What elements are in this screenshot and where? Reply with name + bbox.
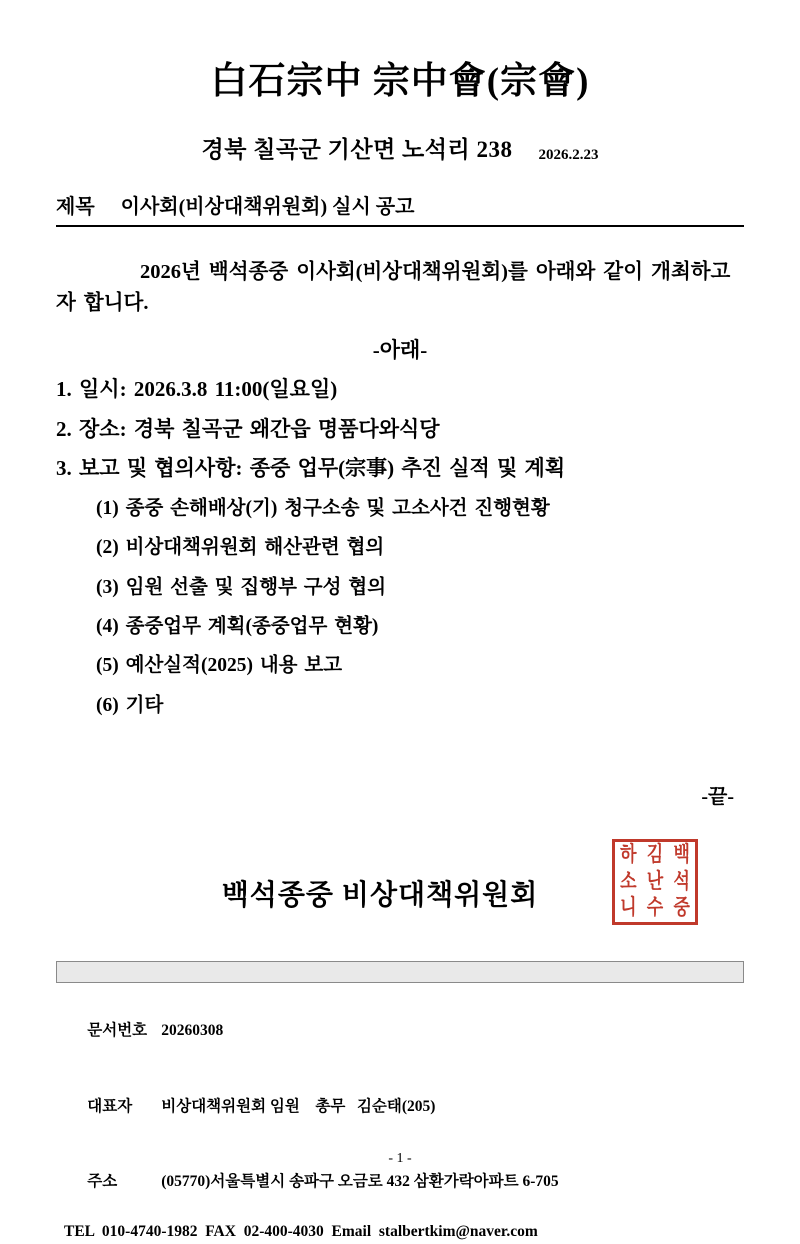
- seal-char: 소: [620, 869, 637, 895]
- page-number: - 1 -: [388, 1151, 412, 1166]
- footer-contact: TEL 010-4740-1982 FAX 02-400-4030 Email stalbertkim@naver.com: [64, 1223, 538, 1241]
- subject-label: 제목: [56, 195, 95, 218]
- seal-char: 니: [620, 895, 637, 921]
- seal-char: 난: [646, 869, 664, 895]
- footer-representative-label: 대표자: [87, 1097, 133, 1115]
- organization-address: 경북 칠곡군 기산면 노석리 238: [201, 136, 513, 162]
- official-seal-icon: [612, 839, 698, 925]
- footer-representative-value: 비상대책위원회 임원 총무 김순태(205): [161, 1097, 436, 1115]
- footer-address-label: 주소: [87, 1172, 118, 1190]
- subject-text: 이사회(비상대책위원회) 실시 공고: [120, 195, 415, 218]
- seal-char: 김: [646, 842, 664, 868]
- agenda-subitem: (3) 임원 선출 및 집행부 구성 협의: [96, 576, 387, 598]
- document-page: [0, 61, 800, 1241]
- footer-representative: [64, 1069, 744, 1144]
- agenda-subitem: (4) 종중업무 계획(종중업무 현황): [96, 616, 379, 638]
- agenda-item: 3. 보고 및 협의사항: 종중 업무(宗事) 추진 실적 및 계획: [56, 455, 566, 480]
- seal-char: 중: [673, 895, 690, 921]
- address-date-row: [56, 131, 744, 164]
- subject-row: [56, 190, 744, 227]
- footer-divider-bar: [56, 961, 744, 983]
- end-mark: -끝-: [701, 786, 734, 809]
- agenda-subitem: (1) 종중 손해배상(기) 청구소송 및 고소사건 진행현황: [96, 498, 550, 520]
- agenda-item: 2. 장소: 경북 칠곡군 왜간읍 명품다와식당: [56, 416, 440, 441]
- footer-doc-number-value: 20260308: [161, 1022, 224, 1040]
- agenda-subitem: (2) 비상대책위원회 해산관련 협의: [96, 537, 385, 559]
- footer-block: [56, 993, 744, 1244]
- footer-doc-number: [64, 993, 744, 1068]
- intro-paragraph: 2026년 백석종중 이사회(비상대책위원회)를 아래와 같이 개최하고자 합니다.: [56, 260, 731, 315]
- agenda-subitem: (5) 예산실적(2025) 내용 보고: [96, 655, 343, 677]
- footer-doc-number-label: 문서번호: [87, 1022, 148, 1040]
- footer-address-value: (05770)서울특별시 송파구 오금로 432 삼환가락아파트 6-705: [161, 1172, 559, 1190]
- agenda-subitem: (6) 기타: [96, 694, 164, 716]
- below-marker: -아래-: [372, 338, 428, 363]
- document-date: 2026.2.23: [538, 146, 599, 163]
- signature-row: [56, 842, 744, 945]
- seal-char: 하: [620, 842, 637, 868]
- seal-char: 석: [673, 869, 690, 895]
- agenda-item: 1. 일시: 2026.3.8 11:00(일요일): [56, 377, 338, 402]
- seal-char: 수: [646, 895, 664, 921]
- seal-char: 백: [673, 842, 690, 868]
- signature-name: 백석종중 비상대책위원회: [221, 880, 539, 912]
- organization-title: 白石宗中 宗中會(宗會): [210, 61, 590, 102]
